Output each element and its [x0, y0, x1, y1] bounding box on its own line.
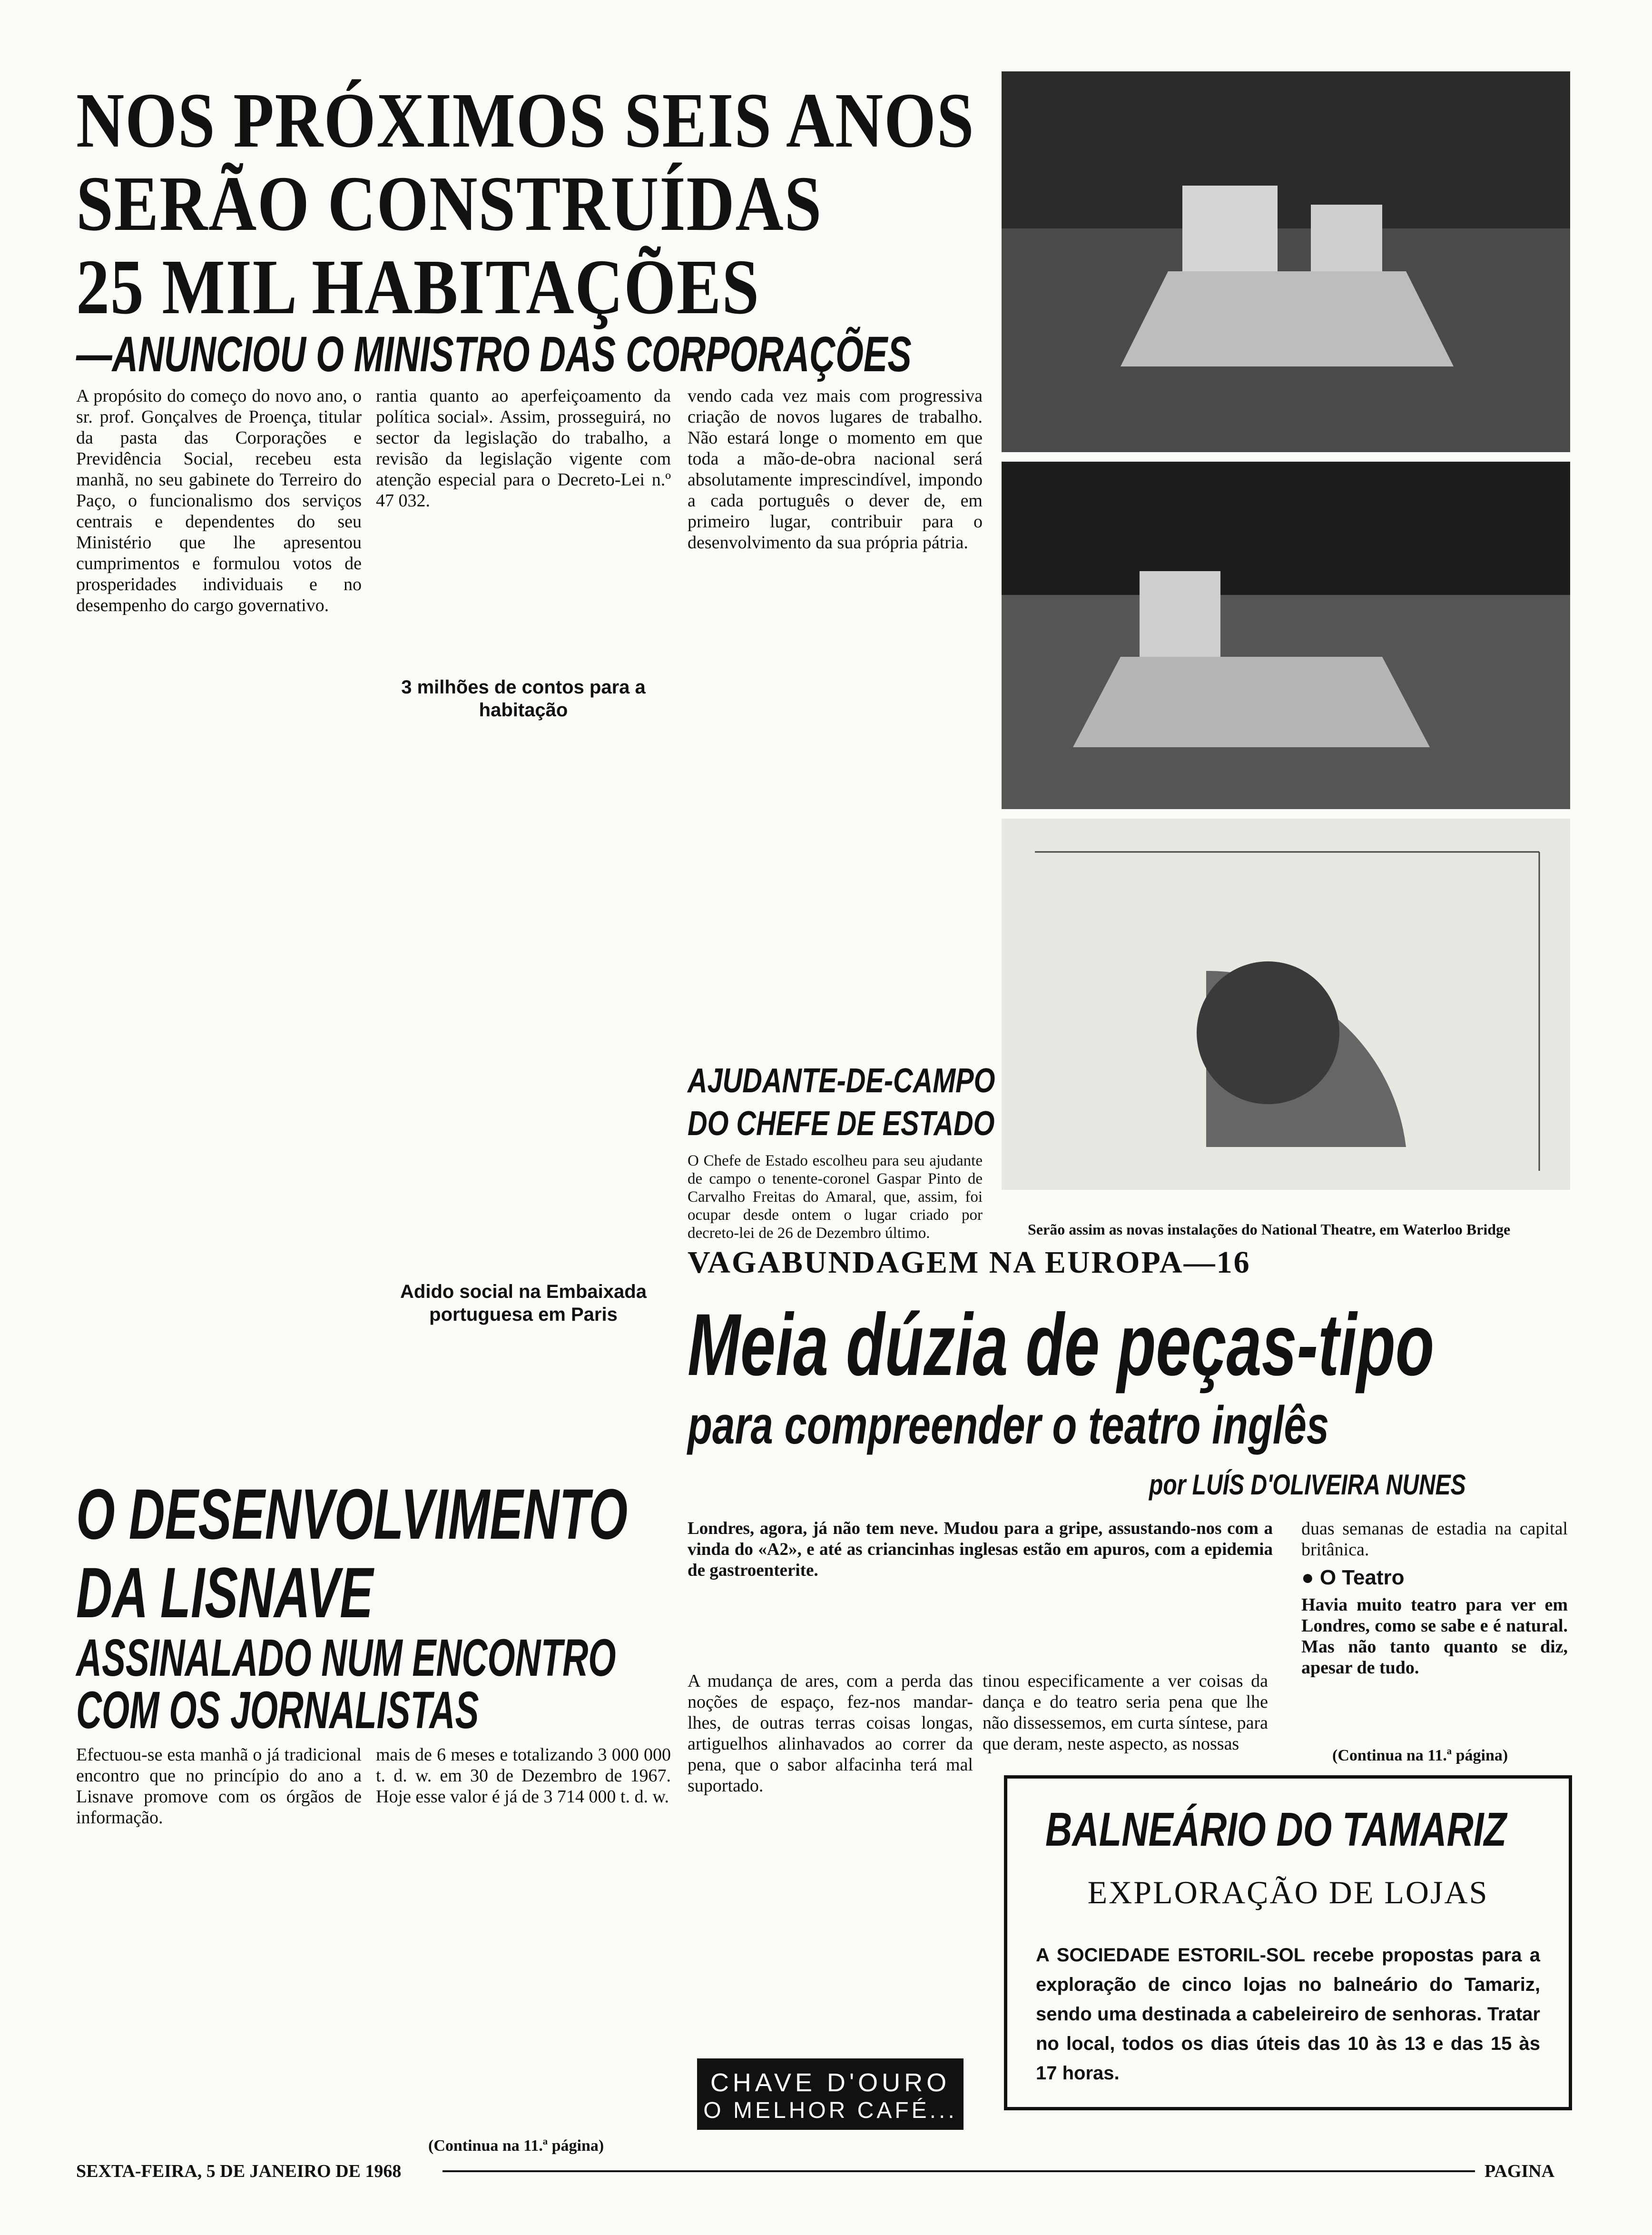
travel-subheadline: para compreender o teatro inglês: [688, 1395, 1329, 1455]
main-headline-line-2: SERÃO CONSTRUÍDAS: [76, 160, 823, 247]
travel-lead: Londres, agora, já não tem neve. Mudou para a gripe, assustando-nos com a vinda do «A2», e até as criancinhas inglesas estão em apuros, com a epidemia de gastroenterite.: [688, 1519, 1273, 1580]
bullet-icon: ●: [1301, 1566, 1314, 1589]
ad-tamariz: [1004, 1775, 1572, 2110]
footer-rule: [442, 2170, 1475, 2172]
lisnave-col2: mais de 6 meses e totalizando 3 000 000 t. d. w. em 30 de Dezembro de 1967. Hoje esse valor é já de 3 714 000 t. d. w.: [376, 1745, 671, 1807]
travel-headline: Meia dúzia de peças-tipo: [688, 1296, 1435, 1394]
article1-subhead-habitacao: 3 milhões de contos para a habitação: [401, 677, 646, 721]
travel-section-text: Havia muito teatro para ver em Londres, como se sabe e é natural. Mas não tanto quanto se diz, apesar de tudo.: [1301, 1595, 1568, 1678]
article1-col2: rantia quanto ao aperfeiçoamento da política social». Assim, prosseguirá, no sector da legislação do trabalho, a revisão da legislação vigente com atenção especial para o Decreto-Lei n.º 47 032.: [376, 386, 671, 511]
article1-subhead-adido: Adido social na Embaixada portuguesa em Paris: [400, 1281, 647, 1325]
article1-col3: vendo cada vez mais com progressiva criação de novos lugares de trabalho. Não estará longe o momento em que toda a mão-de-obra nacional será absolutamente imprescindível, impondo a cada português o dever de, em primeiro lugar, contribuir para o desenvolvimento da sua própria pátria.: [688, 386, 983, 553]
lisnave-headline-1: O DESENVOLVIMENTO: [76, 1474, 628, 1554]
footer-page: PAGINA: [1485, 2161, 1555, 2181]
travel-col3: duas semanas de estadia na capital britânica.: [1301, 1519, 1568, 1560]
main-headline-line-1: NOS PRÓXIMOS SEIS ANOS: [76, 77, 975, 164]
aide-text: O Chefe de Estado escolheu para seu ajudante de campo o tenente-coronel Gaspar Pinto de Carvalho Freitas do Amaral, que, assim, foi ocupar desde ontem o lugar criado por decreto-lei de 26 de Dezembro último.: [688, 1152, 983, 1242]
travel-byline: por LUÍS D'OLIVEIRA NUNES: [1149, 1469, 1466, 1501]
main-headline-line-3: 25 MIL HABITAÇÕES: [76, 243, 760, 330]
photo-caption: Serão assim as novas instalações do National Theatre, em Waterloo Bridge: [1028, 1221, 1511, 1238]
footer-date: SEXTA-FEIRA, 5 DE JANEIRO DE 1968: [76, 2161, 402, 2181]
ad-chave-douro: [697, 2058, 964, 2130]
travel-col1: A mudança de ares, com a perda das noções de espaço, fez-nos mandar-lhes, de outras terras coisas longas, artiguelhos alinhavados ao correr da pena, que o sabor alfacinha terá mal suportado.: [688, 1671, 973, 1796]
ad-chave-line1: CHAVE D'OURO: [710, 2068, 951, 2097]
ad-tamariz-text: A SOCIEDADE ESTORIL-SOL recebe propostas para a exploração de cinco lojas no balneário do Tamariz, sendo uma destinada a cabeleireiro de senhoras. Tratar no local, todos os dias úteis das 10 às 13 e das 15 às 17 horas.: [1036, 1945, 1540, 2084]
ad-chave-line2: O MELHOR CAFÉ...: [703, 2098, 957, 2123]
series-title: VAGABUNDAGEM NA EUROPA—16: [688, 1245, 1251, 1280]
travel-col2: tinou especificamente a ver coisas da dança e do teatro seria pena que lhe não dissessemos, em curta síntese, para que deram, neste aspecto, as nossas: [983, 1671, 1268, 1754]
travel-continued: (Continua na 11.ª página): [1332, 1747, 1508, 1764]
article1-col1: A propósito do começo do novo ano, o sr. prof. Gonçalves de Proença, titular da pasta das Corporações e Previdência Social, recebeu esta manhã, no seu gabinete do Terreiro do Paço, o funcionalismo dos serviços centrais e dependentes do seu Ministério que lhe apresentou cumprimentos e formulou votos de prosperidades individuais e no desempenho do cargo governativo.: [76, 386, 362, 615]
aide-headline-2: DO CHEFE DE ESTADO: [688, 1105, 995, 1143]
ad-tamariz-title: BALNEÁRIO DO TAMARIZ: [1045, 1803, 1507, 1856]
lisnave-col1: Efectuou-se esta manhã o já tradicional encontro que no princípio do ano a Lisnave promove com os órgãos de informação.: [76, 1745, 362, 1828]
theatre-photos: [1002, 71, 1570, 1214]
lisnave-continued: (Continua na 11.ª página): [428, 2137, 604, 2155]
ad-tamariz-subtitle: EXPLORAÇÃO DE LOJAS: [1087, 1874, 1489, 1910]
aide-headline-1: AJUDANTE-DE-CAMPO: [688, 1062, 995, 1100]
travel-section-title: O Teatro: [1319, 1566, 1405, 1589]
main-kicker: —ANUNCIOU O MINISTRO DAS CORPORAÇÕES: [76, 326, 912, 382]
lisnave-subheadline-1: ASSINALADO NUM ENCONTRO: [76, 1629, 616, 1687]
lisnave-headline-2: DA LISNAVE: [76, 1553, 374, 1632]
theatre-images: [1002, 71, 1570, 1214]
lisnave-subheadline-2: COM OS JORNALISTAS: [76, 1681, 479, 1740]
travel-section: [1301, 1566, 1404, 1590]
